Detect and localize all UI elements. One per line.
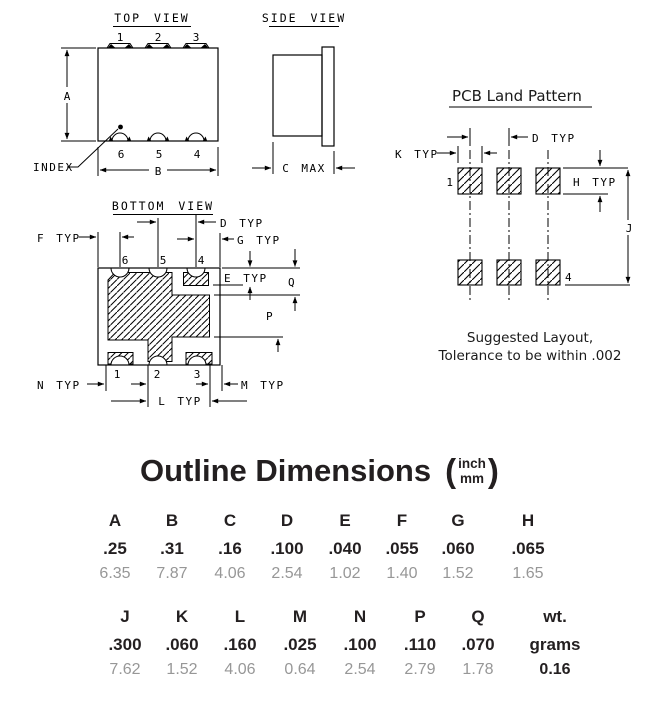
dim-mm: 2.79 — [404, 661, 436, 678]
pin-number: 5 — [159, 254, 167, 267]
dim-inch: .110 — [403, 635, 437, 654]
dim-letter: D — [280, 511, 294, 530]
pin-number: 2 — [153, 368, 161, 381]
dim-letter: C — [223, 511, 237, 530]
dim-mm: 2.54 — [344, 661, 376, 678]
dim-mm: 2.54 — [271, 565, 303, 582]
dim-letter: wt. — [543, 607, 567, 626]
dim-mm: 4.06 — [214, 565, 246, 582]
dim-letter: K — [175, 607, 189, 626]
dim-d — [137, 217, 264, 230]
land-pad-5 — [497, 260, 521, 285]
dim-a-label: A — [63, 90, 71, 103]
land-pad-6 — [458, 260, 482, 285]
dim-weight-value: 0.16 — [539, 661, 571, 678]
dim-mm: 1.78 — [462, 661, 494, 678]
unit-inch: inch — [458, 456, 486, 471]
side-view — [252, 11, 355, 175]
dim-a — [59, 48, 96, 141]
dim-inch: .25 — [103, 539, 127, 558]
dim-inch: grams — [529, 635, 581, 654]
land-pin-1: 1 — [446, 176, 453, 189]
dim-mm: 4.06 — [224, 661, 256, 678]
dim-c-label: C MAX — [282, 162, 326, 175]
bottom-view — [37, 199, 300, 408]
dim-mm: 1.52 — [166, 661, 198, 678]
dim-mm: 1.02 — [329, 565, 361, 582]
dim-mm: 7.87 — [156, 565, 188, 582]
dim-e-label: E TYP — [224, 272, 268, 285]
top-view — [33, 11, 218, 178]
dim-b-label: B — [154, 165, 162, 178]
index-callout — [33, 129, 118, 174]
pin-number: 6 — [121, 254, 129, 267]
unit-mm: mm — [459, 471, 484, 486]
land-dim-j-label: J — [625, 222, 633, 235]
land-pad-2 — [497, 168, 521, 194]
dim-l — [111, 395, 247, 408]
dim-letter: G — [451, 511, 465, 530]
heading-text: Outline Dimensions — [140, 453, 432, 488]
dim-mm: 7.62 — [109, 661, 141, 678]
dim-mm: 1.65 — [512, 565, 544, 582]
dim-f-label: F TYP — [37, 232, 81, 245]
unit-stack — [458, 456, 486, 486]
pin-number: 5 — [155, 148, 163, 161]
dim-letter: B — [165, 511, 179, 530]
dim-inch: .300 — [108, 635, 142, 654]
dim-inch: .065 — [511, 539, 545, 558]
layout-note-line2: Tolerance to be within .002 — [438, 348, 622, 364]
pin-number: 6 — [117, 148, 125, 161]
top-view-body — [98, 48, 218, 141]
outline-dimensions-heading — [140, 452, 499, 490]
dim-d-label: D TYP — [220, 217, 264, 230]
dim-inch: .040 — [328, 539, 362, 558]
layout-note-line1: Suggested Layout, — [466, 330, 594, 346]
land-dim-h — [563, 150, 628, 212]
dim-letter: L — [234, 607, 246, 626]
dim-letter: F — [396, 511, 408, 530]
dim-letter: A — [108, 511, 122, 530]
pcb-land-pattern — [395, 87, 636, 364]
dim-inch: .31 — [160, 539, 184, 558]
dim-inch: .16 — [218, 539, 242, 558]
index-dot — [118, 125, 123, 130]
dim-q-label: Q — [288, 276, 295, 289]
dim-g-label: G TYP — [237, 234, 281, 247]
dim-inch: .060 — [441, 539, 475, 558]
dim-m-label: M TYP — [241, 379, 285, 392]
dim-letter: J — [120, 607, 130, 626]
dim-e-q-p — [213, 249, 300, 352]
land-dim-d-label: D TYP — [532, 132, 576, 145]
dim-inch: .060 — [165, 635, 199, 654]
dim-letter: N — [353, 607, 367, 626]
dim-inch: .070 — [461, 635, 495, 654]
dim-c — [252, 142, 355, 175]
bottom-view-metal — [108, 273, 212, 365]
land-pattern-title: PCB Land Pattern — [452, 87, 582, 105]
dim-inch: .160 — [223, 635, 257, 654]
pin-number: 3 — [192, 31, 200, 44]
dim-inch: .055 — [385, 539, 419, 558]
bottom-view-title: BOTTOM VIEW — [111, 199, 215, 213]
land-pin-4: 4 — [565, 271, 572, 284]
pin-number: 1 — [116, 31, 124, 44]
dim-mm: 0.64 — [284, 661, 316, 678]
dim-mm: 1.40 — [386, 565, 418, 582]
pin-number: 4 — [197, 254, 205, 267]
top-view-title: TOP VIEW — [114, 11, 190, 25]
pin-number: 1 — [113, 368, 121, 381]
dim-inch: .100 — [343, 635, 377, 654]
dim-n-m — [37, 379, 285, 392]
dim-letter: P — [414, 607, 426, 626]
paren-open: ( — [445, 452, 457, 489]
pin-number: 4 — [193, 148, 201, 161]
dim-letter: M — [292, 607, 308, 626]
pin-number: 2 — [154, 31, 162, 44]
paren-close: ) — [487, 452, 499, 489]
dim-letter: E — [339, 511, 351, 530]
side-view-flange — [322, 47, 334, 146]
dim-g — [177, 234, 281, 247]
dim-letter: Q — [471, 607, 485, 626]
land-dim-h-label: H TYP — [573, 176, 617, 189]
land-dim-k — [395, 146, 497, 163]
dim-p-label: P — [266, 310, 273, 323]
top-view-terminals-top — [107, 44, 209, 49]
dim-inch: .100 — [270, 539, 304, 558]
dim-inch: .025 — [283, 635, 317, 654]
dim-l-label: L TYP — [158, 395, 202, 408]
land-pad-3 — [536, 168, 560, 194]
land-dim-k-label: K TYP — [395, 148, 439, 161]
index-label: INDEX — [33, 161, 74, 174]
side-view-body — [273, 55, 322, 136]
dim-f — [37, 232, 134, 245]
side-view-title: SIDE VIEW — [261, 11, 347, 25]
dim-n-label: N TYP — [37, 379, 81, 392]
dim-mm: 1.52 — [442, 565, 474, 582]
top-view-terminals-bottom — [109, 133, 207, 141]
land-pad-4 — [536, 260, 560, 285]
land-pad-1 — [458, 168, 482, 194]
dim-letter: H — [521, 511, 535, 530]
pin-number: 3 — [193, 368, 201, 381]
land-dim-d — [447, 128, 576, 146]
dim-mm: 6.35 — [99, 565, 131, 582]
